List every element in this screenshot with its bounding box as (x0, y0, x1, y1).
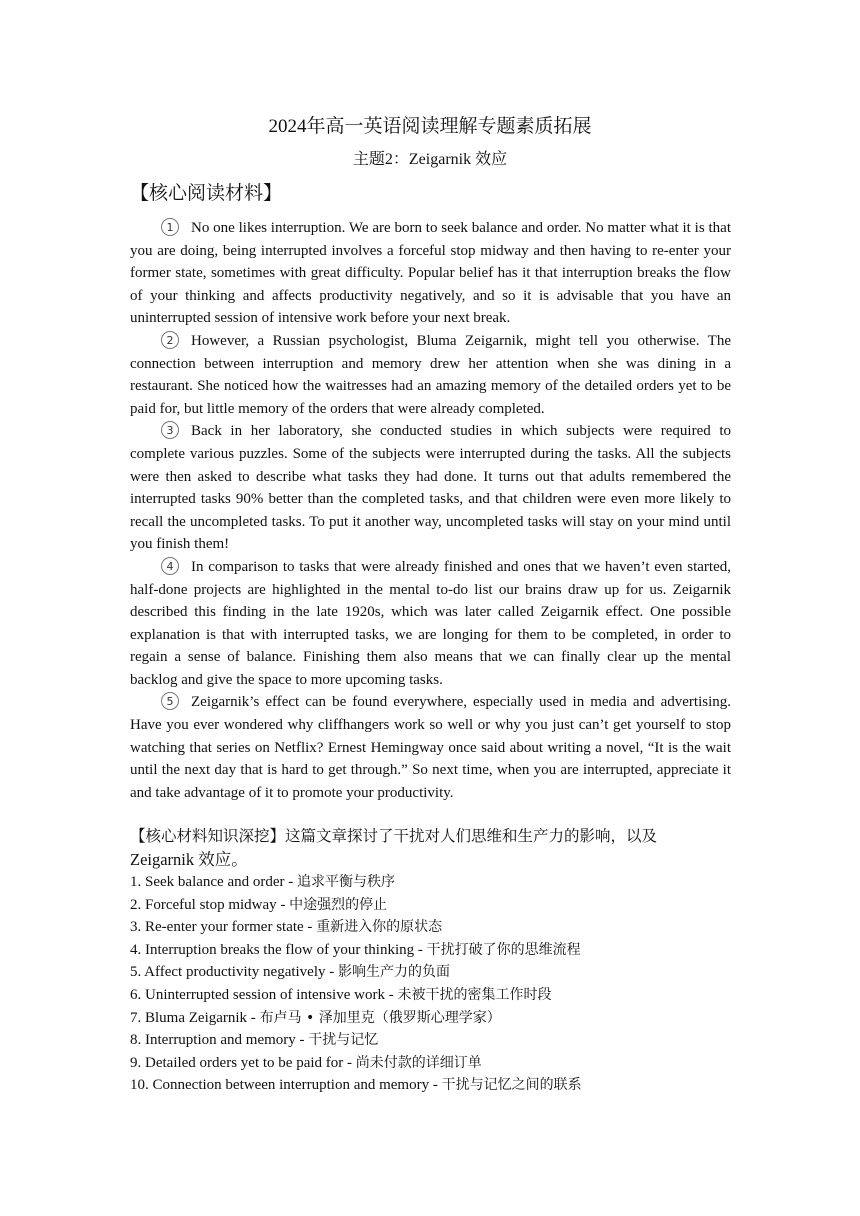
vocab-item (130, 961, 750, 984)
vocab-term: 8. Interruption and memory - (130, 1032, 309, 1049)
vocab-item (130, 871, 750, 894)
vocab-term: 1. Seek balance and order - (130, 874, 298, 890)
vocab-translation: 未被干扰的密集工作时段 (397, 986, 552, 1003)
paragraph-text: Zeigarnik’s effect can be found everywhere, especially used in media and advertising. Have you ever wondered why cliffhangers work so well or why you just can’t get yourself to stop watching that series on Netflix? Ernest Hemingway once said about writing a novel, “It is the wait until the next day that is hard to get through.” So next time, when you are interrupted, appreciate it and take advantage of it to promote your productivity. (130, 694, 731, 801)
vocab-item (130, 1074, 750, 1097)
vocab-translation: 干扰打破了你的思维流程 (426, 941, 581, 958)
vocab-item (130, 1007, 750, 1030)
vocab-term: 2. Forceful stop midway - (130, 896, 290, 913)
vocab-list (130, 871, 750, 1097)
vocab-term: 5. Affect productivity negatively - (130, 964, 339, 981)
paragraph-1 (130, 217, 731, 330)
paragraph-number-badge: 2 (161, 331, 179, 349)
paragraph-number-badge: 4 (161, 557, 179, 575)
paragraph-3 (130, 420, 731, 556)
vocab-intro-text-continued: Zeigarnik 效应。 (130, 850, 248, 869)
vocab-item (130, 916, 750, 939)
document-title: 2024年高一英语阅读理解专题素质拓展 (268, 116, 592, 137)
vocab-term: 3. Re-enter your former state - (130, 919, 317, 936)
vocab-term: 9. Detailed orders yet to be paid for - (130, 1054, 356, 1071)
paragraph-text: Back in her laboratory, she conducted studies in which subjects were required to complete various puzzles. Some of the subjects were interrupted during the tasks. All the subjects were then asked to describe what tasks they had done. It turns out that adults remembered the interrupted tasks 90% better than the completed tasks, and that children were even more likely to recall the uncompleted tasks. To put it another way, uncompleted tasks will stay on your mind until you finish them! (130, 423, 731, 553)
paragraph-number-badge: 3 (161, 421, 179, 439)
vocab-term: 10. Connection between interruption and memory - (130, 1077, 442, 1094)
document-subtitle: 主题2：Zeigarnik 效应 (352, 151, 508, 168)
paragraph-5 (130, 691, 731, 804)
vocab-item (130, 894, 750, 917)
paragraph-number-badge: 1 (161, 218, 179, 236)
paragraph-2 (130, 330, 731, 420)
vocab-translation: 追求平衡与秩序 (297, 874, 396, 890)
vocab-term: 7. Bluma Zeigarnik - (130, 1009, 260, 1026)
vocab-term: 4. Interruption breaks the flow of your thinking - (130, 941, 427, 958)
section-heading-core-reading: 【核心阅读材料】 (130, 182, 283, 204)
vocab-item (130, 1052, 750, 1075)
paragraph-text: However, a Russian psychologist, Bluma Zeigarnik, might tell you otherwise. The connection between interruption and memory drew her attention when she was dining in a restaurant. She noticed how the waitresses had an amazing memory of the detailed orders yet to be paid for, but little memory of the orders that were already completed. (130, 332, 731, 417)
vocab-translation: 影响生产力的负面 (338, 964, 451, 981)
vocab-item (130, 939, 750, 962)
vocab-item (130, 984, 750, 1007)
vocab-intro (130, 824, 731, 871)
paragraph-text: In comparison to tasks that were already finished and ones that we haven’t even started, half-done projects are highlighted in the mental to-do list our brains draw up for us. Zeigarnik described this finding in the late 1920s, which was later called Zeigarnik effect. One possible explanation is that with interrupted tasks, we are longing for them to be completed, in order to regain a sense of balance. Finishing them also means that we can finally clear up the mental backlog and give the space to more upcoming tasks. (130, 558, 731, 688)
vocab-item (130, 1029, 750, 1052)
vocab-translation: 中途强烈的停止 (289, 896, 388, 913)
vocab-translation: 尚未付款的详细订单 (355, 1054, 482, 1071)
vocab-term: 6. Uninterrupted session of intensive work - (130, 986, 398, 1003)
vocab-section-label: 【核心材料知识深挖】 (130, 827, 286, 845)
vocab-translation: 干扰与记忆 (308, 1032, 379, 1049)
paragraph-4 (130, 556, 731, 692)
vocab-translation: 重新进入你的原状态 (316, 919, 443, 936)
reading-passage (130, 217, 731, 804)
vocab-translation: 布卢马 • 泽加里克（俄罗斯心理学家） (259, 1009, 501, 1026)
paragraph-number-badge: 5 (161, 692, 179, 710)
vocab-intro-text: 这篇文章探讨了干扰对人们思维和生产力的影响，以及 (285, 827, 658, 845)
vocab-translation: 干扰与记忆之间的联系 (441, 1077, 582, 1094)
paragraph-text: No one likes interruption. We are born to seek balance and order. No matter what it is that you are doing, being interrupted involves a forceful stop midway and then having to re-enter your former state, sometimes with great difficulty. Popular belief has it that interruption breaks the flow of your thinking and affects productivity negatively, and so it is advisable that you have an uninterrupted session of intensive work before your next break. (130, 220, 731, 327)
